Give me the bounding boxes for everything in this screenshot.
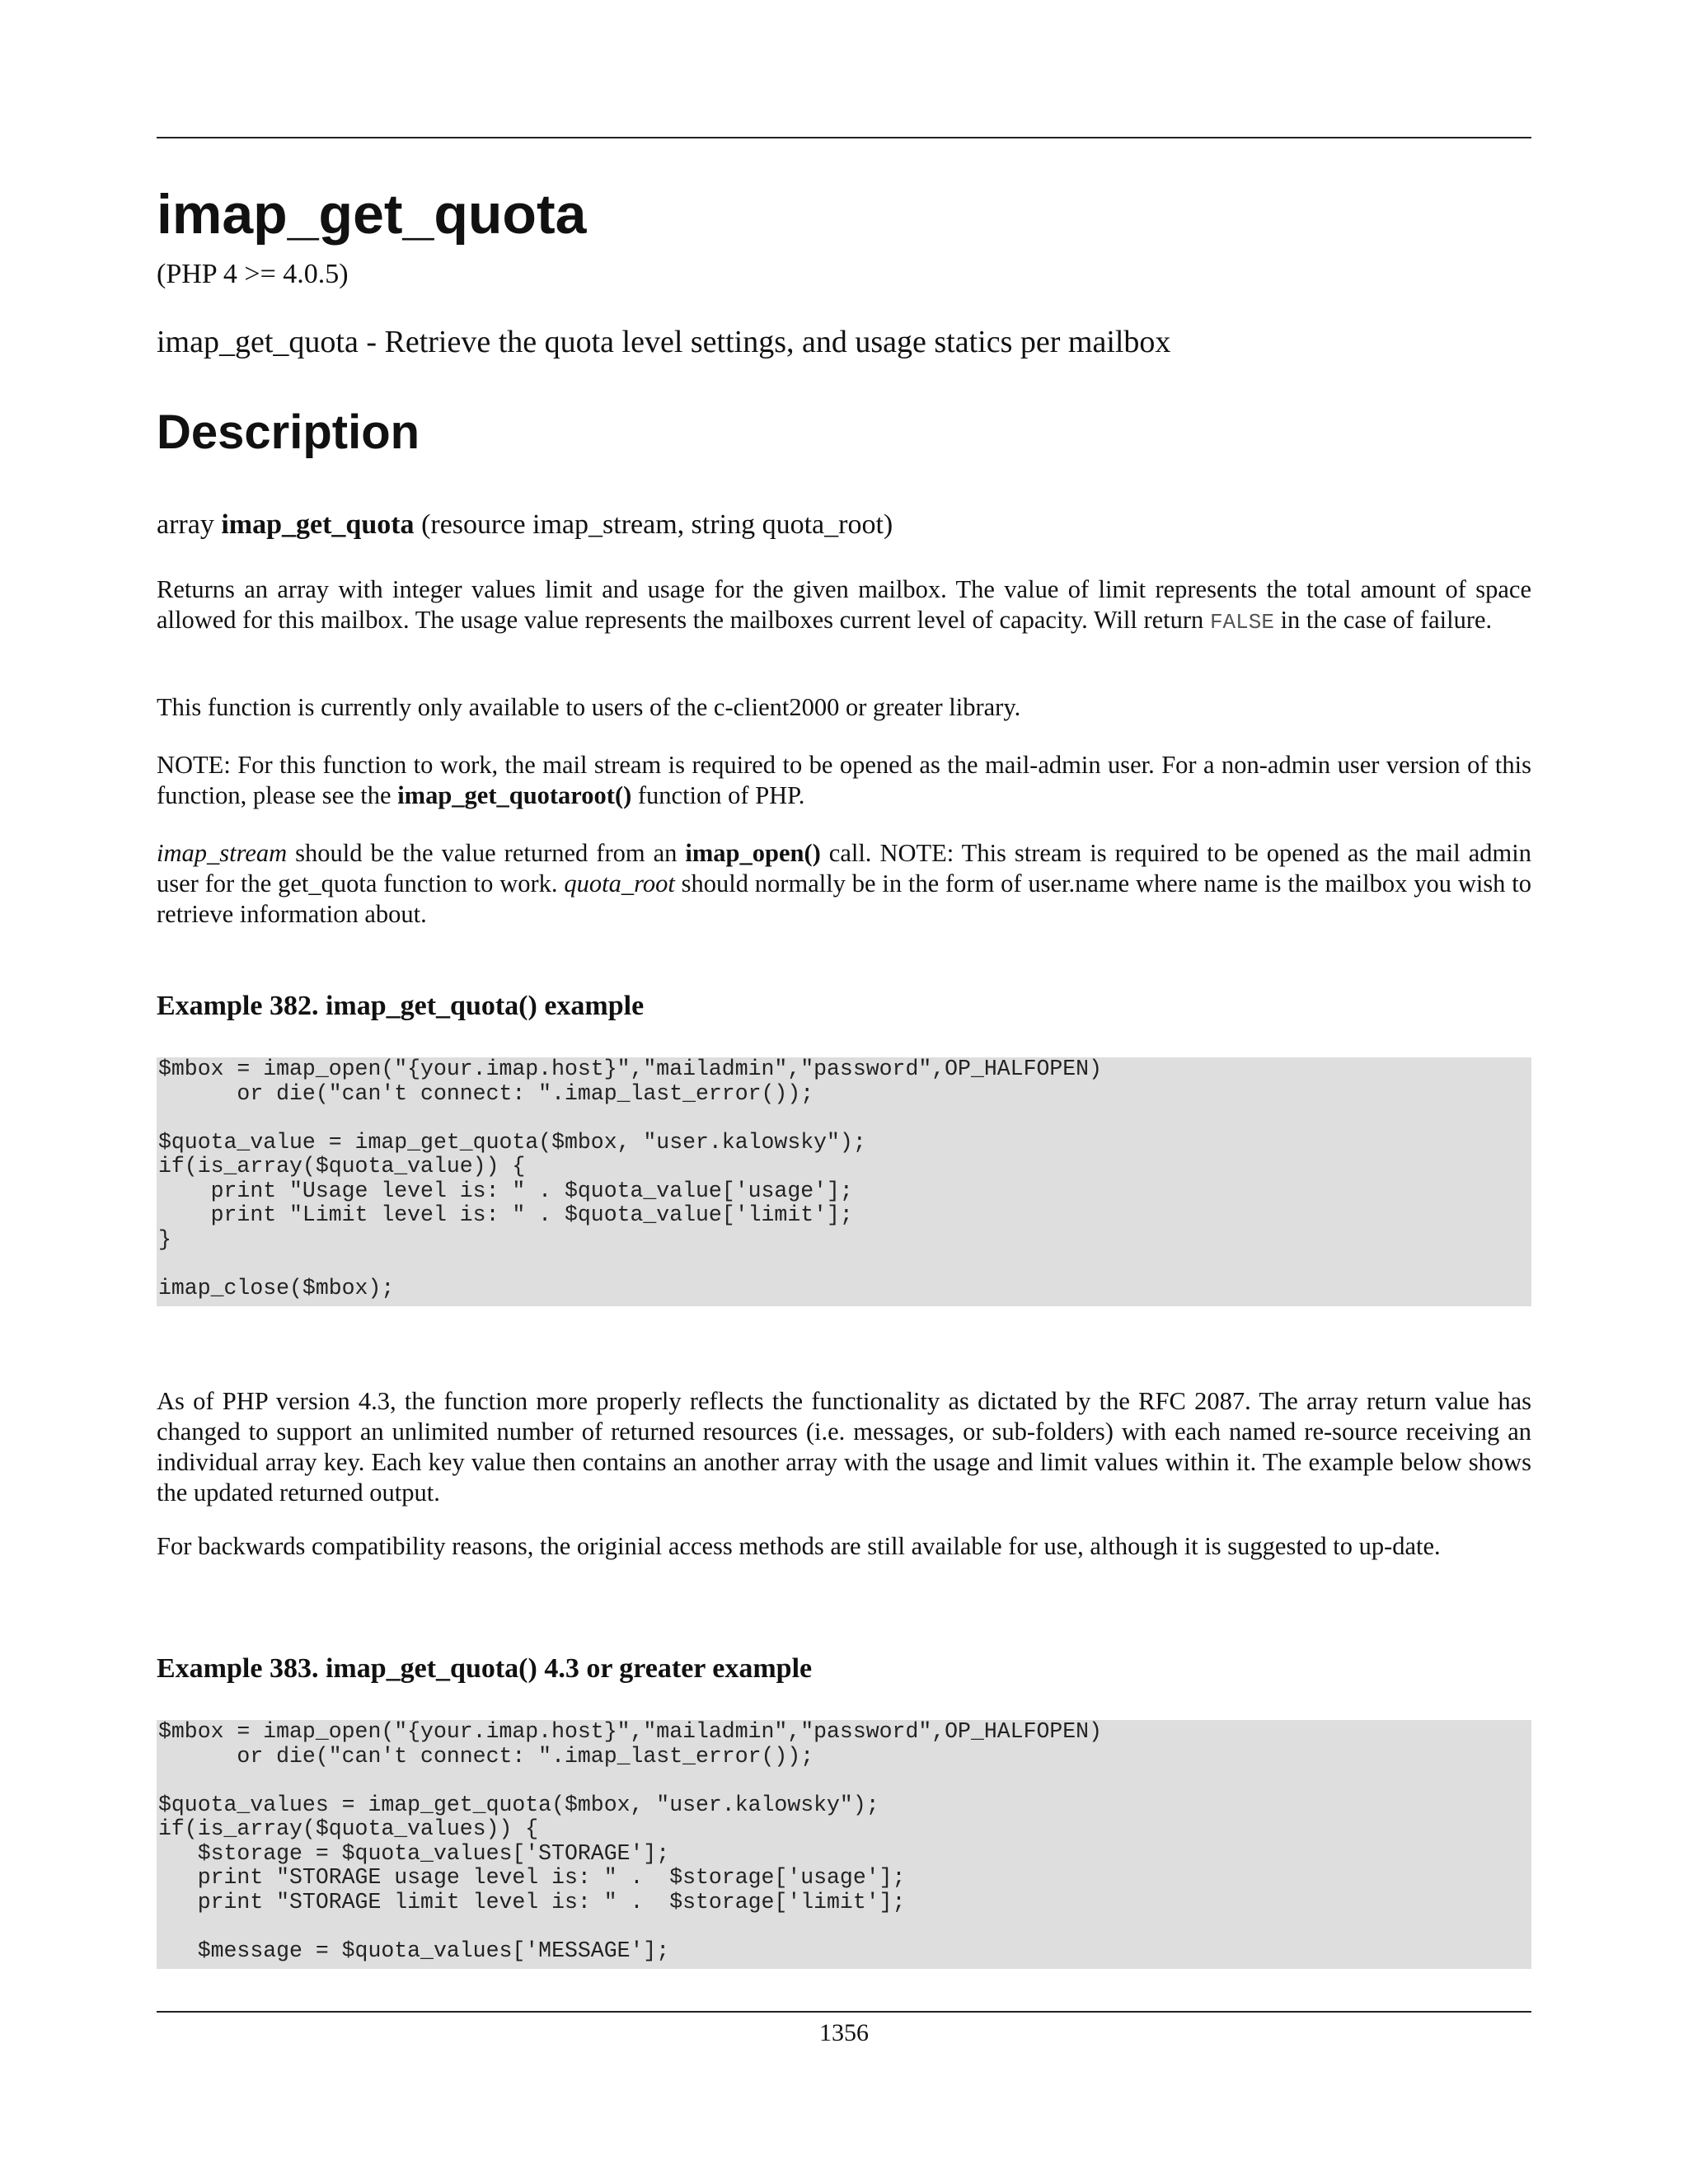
example-382-code-block: $mbox = imap_open("{your.imap.host}","mailadmin","password",OP_HALFOPEN) or die("can't connect: ".imap_last_error()); $quota_value = imap_get_quota($mbox, "user.kalowsky"); if(is_array($quota_value)) { print "Usage level is: " . $quota_value['usage']; print "Limit level is: " . $quota_value['limit']; } imap_close($mbox);: [157, 1057, 1531, 1306]
param-imap-stream: imap_stream: [157, 839, 288, 867]
example-383-title: Example 383. imap_get_quota() 4.3 or greater example: [157, 1653, 813, 1684]
page-title: imap_get_quota: [157, 183, 587, 246]
function-params: (resource imap_stream, string quota_root): [421, 509, 893, 540]
paragraph-text: call. NOTE: This stream is required to be opened as the mail admin user for the get_quota function to work.: [157, 839, 1531, 898]
function-link-imap-get-quotaroot[interactable]: imap_get_quotaroot(): [397, 781, 632, 809]
paragraph-text: should be the value returned from an: [287, 839, 686, 867]
section-heading-description: Description: [157, 405, 420, 459]
function-name: imap_get_quota: [221, 509, 415, 540]
paragraph-text: should normally be in the form of user.name where name is the mailbox you wish to retrieve information about.: [157, 869, 1531, 928]
example-382-title: Example 382. imap_get_quota() example: [157, 991, 645, 1021]
function-synopsis: [157, 509, 893, 541]
bottom-rule: [157, 2011, 1531, 2013]
paragraph-text: NOTE: For this function to work, the mail stream is required to be opened as the mail-admin user. For a non-admin user version of this function, please see the: [157, 751, 1531, 809]
example-383-code-block: $mbox = imap_open("{your.imap.host}","mailadmin","password",OP_HALFOPEN) or die("can't connect: ".imap_last_error()); $quota_values = imap_get_quota($mbox, "user.kalowsky"); if(is_array($quota_values)) { $storage = $quota_values['STORAGE']; print "STORAGE usage level is: " . $storage['usage']; print "STORAGE limit level is: " . $storage['limit']; $message = $quota_values['MESSAGE'];: [157, 1720, 1531, 1969]
page-number: 1356: [819, 2019, 869, 2046]
top-rule: [157, 137, 1531, 138]
description-paragraph-2: This function is currently only available to users of the c-client2000 or greater library.: [157, 693, 1021, 721]
return-type: array: [157, 509, 214, 540]
param-quota-root: quota_root: [564, 869, 675, 898]
paragraph-text: function of PHP.: [631, 781, 805, 809]
version-info: (PHP 4 >= 4.0.5): [157, 259, 349, 289]
description-paragraph-4: [157, 838, 1531, 930]
paragraph-text: in the case of failure.: [1273, 606, 1493, 634]
literal-false: FALSE: [1209, 610, 1274, 635]
refname-purpose: imap_get_quota - Retrieve the quota level settings, and usage statics per mailbox: [157, 325, 1171, 359]
php43-paragraph: As of PHP version 4.3, the function more properly reflects the functionality as dictated by the RFC 2087. The array return value has changed to support an unlimited number of returned resources (i.e. messages, or sub-folders) with each named re-source receiving an individual array key. Each key value then contains an another array with the usage and limit values within it. The example below shows the updated returned output.: [157, 1387, 1531, 1507]
function-link-imap-open[interactable]: imap_open(): [685, 839, 821, 867]
backwards-compat-paragraph: For backwards compatibility reasons, the originial access methods are still available for use, although it is suggested to up-date.: [157, 1532, 1441, 1560]
paragraph-text: Returns an array with integer values limit and usage for the given mailbox. The value of limit represents the total amount of space allowed for this mailbox. The usage value represents the mailboxes current level of capacity. Will return: [157, 575, 1531, 634]
description-paragraph-1: [157, 574, 1531, 638]
description-paragraph-3: [157, 750, 1531, 811]
